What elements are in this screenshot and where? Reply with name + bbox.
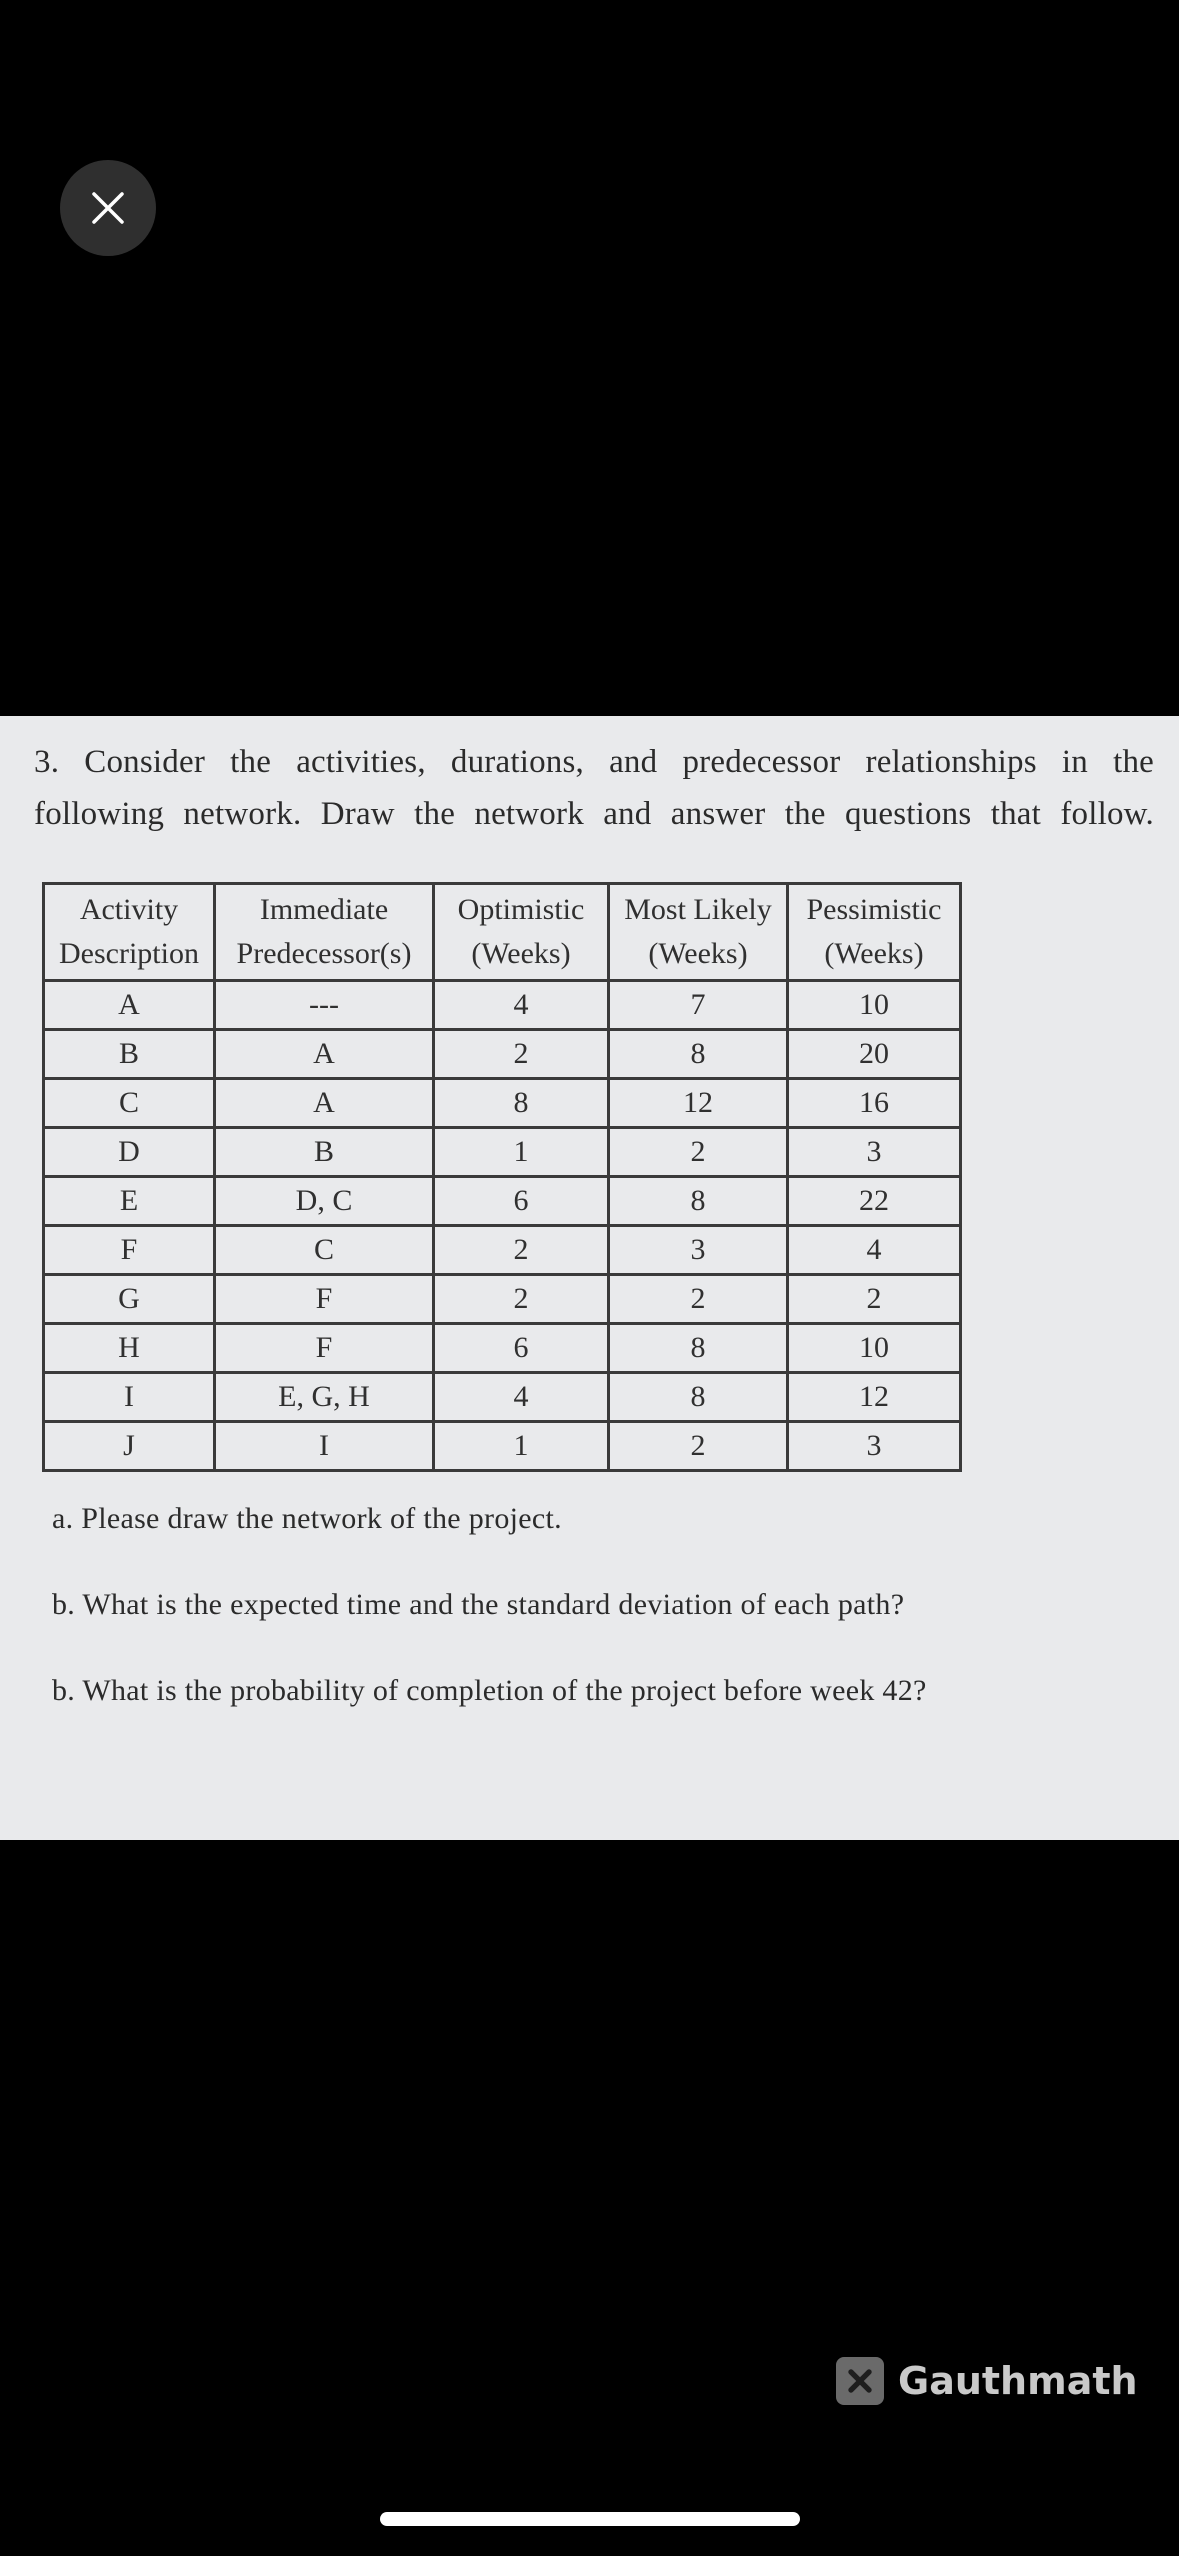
- header-optimistic: Optimistic (Weeks): [434, 884, 609, 981]
- cell-pessimistic: 10: [788, 1324, 961, 1373]
- home-indicator[interactable]: [380, 2512, 800, 2526]
- table-row: [44, 1373, 961, 1422]
- cell-optimistic: 2: [434, 1030, 609, 1079]
- cell-predecessor: D, C: [215, 1177, 434, 1226]
- cell-most-likely: 8: [609, 1177, 788, 1226]
- table-row: [44, 1079, 961, 1128]
- table-row: [44, 1030, 961, 1079]
- cell-pessimistic: 3: [788, 1422, 961, 1471]
- cell-predecessor: A: [215, 1079, 434, 1128]
- cell-pessimistic: 2: [788, 1275, 961, 1324]
- gauthmath-logo-icon: [836, 2357, 884, 2405]
- cell-activity: D: [44, 1128, 215, 1177]
- cell-predecessor: ---: [215, 981, 434, 1030]
- question-line-2: following network. Draw the network and answer the questions that follow.: [34, 796, 1154, 832]
- cell-optimistic: 4: [434, 1373, 609, 1422]
- header-pessimistic: Pessimistic (Weeks): [788, 884, 961, 981]
- header-most-likely: Most Likely (Weeks): [609, 884, 788, 981]
- cell-most-likely: 2: [609, 1128, 788, 1177]
- cell-predecessor: A: [215, 1030, 434, 1079]
- close-button[interactable]: [60, 160, 156, 256]
- cell-optimistic: 1: [434, 1422, 609, 1471]
- cell-predecessor: F: [215, 1324, 434, 1373]
- question-text: [34, 736, 1154, 840]
- cell-optimistic: 2: [434, 1226, 609, 1275]
- cell-most-likely: 7: [609, 981, 788, 1030]
- gauthmath-watermark: [836, 2356, 1138, 2406]
- cell-optimistic: 6: [434, 1177, 609, 1226]
- cell-pessimistic: 12: [788, 1373, 961, 1422]
- cell-pessimistic: 22: [788, 1177, 961, 1226]
- table-header-row: [44, 884, 961, 981]
- cell-activity: E: [44, 1177, 215, 1226]
- table-row: [44, 1324, 961, 1373]
- cell-pessimistic: 10: [788, 981, 961, 1030]
- table-row: [44, 1128, 961, 1177]
- table-row: [44, 1422, 961, 1471]
- cell-most-likely: 2: [609, 1422, 788, 1471]
- cell-predecessor: B: [215, 1128, 434, 1177]
- cell-most-likely: 8: [609, 1030, 788, 1079]
- cell-most-likely: 12: [609, 1079, 788, 1128]
- cell-most-likely: 2: [609, 1275, 788, 1324]
- cell-most-likely: 3: [609, 1226, 788, 1275]
- cell-optimistic: 8: [434, 1079, 609, 1128]
- cell-optimistic: 4: [434, 981, 609, 1030]
- question-line-1: 3. Consider the activities, durations, and predecessor relationships in the: [34, 744, 1154, 780]
- cell-optimistic: 2: [434, 1275, 609, 1324]
- cell-predecessor: F: [215, 1275, 434, 1324]
- cell-activity: H: [44, 1324, 215, 1373]
- sub-question-a: a. Please draw the network of the project.: [52, 1502, 562, 1535]
- cell-activity: I: [44, 1373, 215, 1422]
- close-icon: [88, 188, 128, 228]
- cell-most-likely: 8: [609, 1373, 788, 1422]
- header-activity: Activity Description: [44, 884, 215, 981]
- cell-optimistic: 6: [434, 1324, 609, 1373]
- cell-pessimistic: 3: [788, 1128, 961, 1177]
- cell-pessimistic: 4: [788, 1226, 961, 1275]
- cell-activity: G: [44, 1275, 215, 1324]
- sub-question-b-path: b. What is the expected time and the standard deviation of each path?: [52, 1588, 905, 1621]
- cell-activity: A: [44, 981, 215, 1030]
- cell-optimistic: 1: [434, 1128, 609, 1177]
- cell-activity: J: [44, 1422, 215, 1471]
- cell-predecessor: I: [215, 1422, 434, 1471]
- brand-name: Gauthmath: [898, 2359, 1138, 2403]
- table-row: [44, 1177, 961, 1226]
- cell-activity: F: [44, 1226, 215, 1275]
- question-image: [0, 716, 1179, 1840]
- cell-activity: B: [44, 1030, 215, 1079]
- header-predecessor: Immediate Predecessor(s): [215, 884, 434, 981]
- cell-most-likely: 8: [609, 1324, 788, 1373]
- cell-pessimistic: 20: [788, 1030, 961, 1079]
- cell-predecessor: C: [215, 1226, 434, 1275]
- cell-activity: C: [44, 1079, 215, 1128]
- table-row: [44, 1226, 961, 1275]
- sub-question-b-probability: b. What is the probability of completion of the project before week 42?: [52, 1674, 927, 1707]
- activity-table: [42, 882, 962, 1472]
- cell-predecessor: E, G, H: [215, 1373, 434, 1422]
- table-row: [44, 981, 961, 1030]
- table-row: [44, 1275, 961, 1324]
- cell-pessimistic: 16: [788, 1079, 961, 1128]
